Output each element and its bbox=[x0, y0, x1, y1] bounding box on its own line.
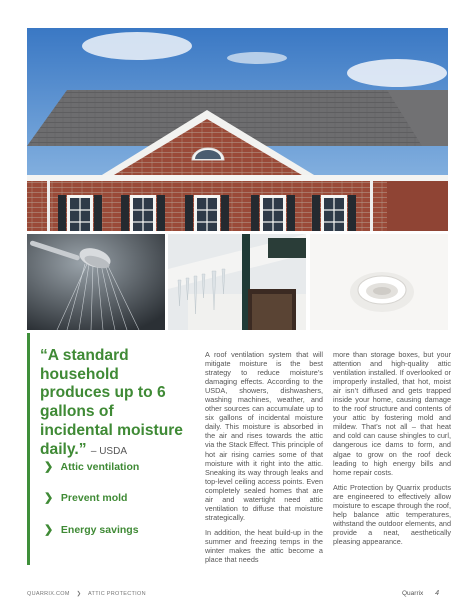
footer-brand: Quarrix bbox=[402, 590, 424, 597]
page-number: 4 bbox=[435, 590, 440, 597]
ceiling-vent-photo bbox=[310, 234, 448, 330]
footer-breadcrumb bbox=[27, 591, 151, 597]
accent-divider bbox=[27, 333, 30, 565]
footer-site: QUARRIX.COM bbox=[27, 591, 70, 597]
benefit-item bbox=[44, 523, 139, 536]
icicles-photo bbox=[168, 234, 306, 330]
chevron-right-icon: ❯ bbox=[44, 461, 54, 473]
benefit-item bbox=[44, 491, 127, 504]
benefit-label: Attic ventilation bbox=[60, 461, 140, 473]
body-column-middle bbox=[205, 350, 323, 570]
benefit-item bbox=[44, 460, 139, 473]
hero-house-photo bbox=[27, 28, 448, 231]
footer-section: ATTIC PROTECTION bbox=[88, 591, 146, 597]
chevron-right-icon: ❯ bbox=[44, 492, 54, 504]
body-paragraph: In addition, the heat build-up in the summer and freezing temps in the winter makes the attic become a place that needs bbox=[205, 527, 323, 565]
pull-quote-source: – USDA bbox=[90, 445, 127, 457]
body-paragraph: A roof ventilation system that will mitigate moisture is the best strategy to reduce moisture’s damaging effects. According to the USDA, showers, dishwashers, washing machines, weather, and other sources can accumulate up to six gallons of incidental moisture daily. This moisture is absorbed in the air and rises towards the attic via the Stack Effect. This principle of hot air rising carries some of that moisture with it right into the attic. Sneaking its way through leaks and top-level ceiling access points. Even completely sealed homes that are air and watertight need attic ventilation to diffuse that moisture strategically. bbox=[205, 350, 323, 522]
pull-quote bbox=[40, 347, 190, 461]
benefit-label: Energy savings bbox=[60, 524, 139, 536]
body-paragraph: Attic Protection by Quarrix products are engineered to effectively allow moisture to escape through the roof, help balance attic temperatures, withstand the outdoor elements, and provide a neat, aesthetically pleasing appearance. bbox=[333, 482, 451, 546]
body-paragraph: more than storage boxes, but your attention and high-quality attic ventilation installed. If overlooked or improperly installed, that hot, moist air isn’t diffused and gets trapped inside your home, causing damage to the roof structure and contents of your attic by fostering mold and mildew. That’s not all – that heat and cold can cause shingles to curl, dangerous ice dams to form, and algae to grow on the roof deck leading to high energy bills and home repair costs. bbox=[333, 350, 451, 477]
footer-separator-icon: ❯ bbox=[76, 591, 82, 597]
footer-brand-page bbox=[402, 590, 439, 597]
body-column-right bbox=[333, 350, 451, 552]
shower-photo bbox=[27, 234, 165, 330]
benefit-label: Prevent mold bbox=[60, 492, 128, 504]
chevron-right-icon: ❯ bbox=[44, 524, 54, 536]
pull-quote-text: “A standard household produces up to 6 gallons of incidental moisture daily.” bbox=[40, 347, 183, 458]
